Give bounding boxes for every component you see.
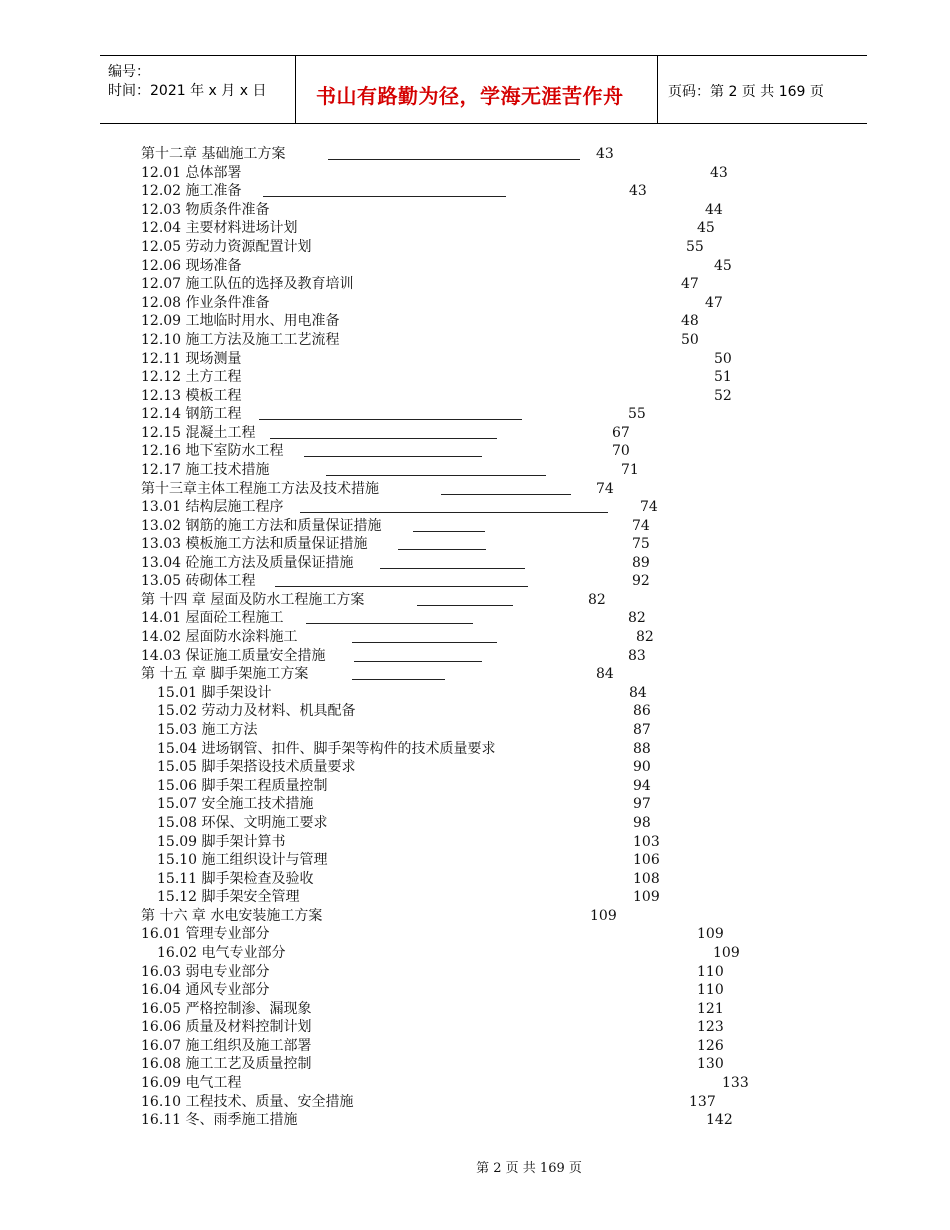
toc-entry-page: 103 [633, 834, 660, 850]
toc-leader-line [300, 512, 608, 513]
toc-entry-page: 137 [689, 1094, 716, 1110]
toc-entry-page: 83 [628, 648, 646, 664]
toc-entry[interactable] [0, 740, 950, 758]
toc-entry[interactable] [0, 758, 950, 776]
toc-entry[interactable] [0, 424, 950, 442]
toc-entry-title: 15.11 脚手架检查及验收 [157, 871, 314, 887]
toc-entry[interactable] [0, 182, 950, 200]
toc-entry[interactable] [0, 312, 950, 330]
toc-entry[interactable] [0, 609, 950, 627]
toc-entry-title: 第十二章 基础施工方案 [141, 146, 286, 162]
toc-entry[interactable] [0, 331, 950, 349]
toc-entry[interactable] [0, 888, 950, 906]
toc-entry-title: 15.04 进场钢管、扣件、脚手架等构件的技术质量要求 [157, 741, 496, 757]
toc-entry-page: 92 [632, 573, 650, 589]
toc-entry-title: 12.01 总体部署 [141, 165, 242, 181]
toc-entry[interactable] [0, 870, 950, 888]
toc-entry-page: 48 [681, 313, 699, 329]
toc-entry[interactable] [0, 1037, 950, 1055]
toc-entry[interactable] [0, 442, 950, 460]
toc-leader-line [380, 568, 525, 569]
toc-entry-page: 88 [633, 741, 651, 757]
toc-leader-line [306, 623, 473, 624]
toc-entry-page: 106 [633, 852, 660, 868]
toc-entry-title: 12.16 地下室防水工程 [141, 443, 284, 459]
toc-leader-line [352, 679, 445, 680]
toc-leader-line [263, 196, 506, 197]
toc-entry[interactable] [0, 1000, 950, 1018]
toc-leader-line [259, 419, 522, 420]
toc-leader-line [328, 159, 580, 160]
toc-entry-page: 94 [633, 778, 651, 794]
toc-entry[interactable] [0, 350, 950, 368]
toc-entry-page: 75 [632, 536, 650, 552]
toc-entry-title: 12.14 钢筋工程 [141, 406, 242, 422]
toc-entry-title: 12.11 现场测量 [141, 351, 242, 367]
toc-entry[interactable] [0, 963, 950, 981]
toc-leader-line [275, 586, 528, 587]
toc-entry-title: 16.10 工程技术、质量、安全措施 [141, 1094, 354, 1110]
toc-entry-title: 12.12 土方工程 [141, 369, 242, 385]
toc-entry-page: 130 [697, 1056, 724, 1072]
toc-entry-page: 45 [697, 220, 715, 236]
toc-entry-title: 12.02 施工准备 [141, 183, 242, 199]
toc-entry-page: 47 [681, 276, 699, 292]
toc-leader-line [270, 438, 497, 439]
toc-entry-title: 第 十五 章 脚手架施工方案 [141, 666, 309, 682]
toc-entry[interactable] [0, 684, 950, 702]
toc-entry[interactable] [0, 981, 950, 999]
toc-entry-page: 108 [633, 871, 660, 887]
toc-entry-page: 82 [588, 592, 606, 608]
toc-entry-page: 109 [697, 926, 724, 942]
toc-entry[interactable] [0, 498, 950, 516]
toc-entry-title: 15.09 脚手架计算书 [157, 834, 286, 850]
toc-entry-title: 15.02 劳动力及材料、机具配备 [157, 703, 356, 719]
toc-entry-page: 50 [681, 332, 699, 348]
toc-entry[interactable] [0, 405, 950, 423]
toc-entry[interactable] [0, 480, 950, 498]
toc-entry[interactable] [0, 572, 950, 590]
toc-entry-page: 126 [697, 1038, 724, 1054]
toc-entry-page: 89 [632, 555, 650, 571]
page-footer [0, 1157, 950, 1176]
toc-entry-title: 13.05 砖砌体工程 [141, 573, 256, 589]
toc-entry-title: 13.03 模板施工方法和质量保证措施 [141, 536, 368, 552]
toc-entry-title: 15.06 脚手架工程质量控制 [157, 778, 328, 794]
header-motto: 书山有路勤为径，学海无涯苦作舟 [316, 84, 624, 108]
toc-leader-line [398, 549, 486, 550]
toc-entry-title: 16.02 电气专业部分 [157, 945, 286, 961]
toc-entry-title: 12.13 模板工程 [141, 388, 242, 404]
toc-entry-title: 12.06 现场准备 [141, 258, 242, 274]
toc-entry-title: 15.10 施工组织设计与管理 [157, 852, 328, 868]
toc-entry-title: 15.12 脚手架安全管理 [157, 889, 300, 905]
toc-entry[interactable] [0, 201, 950, 219]
toc-entry-title: 15.07 安全施工技术措施 [157, 796, 314, 812]
header-page-info: 页码：第 2 页 共 169 页 [668, 84, 824, 100]
toc-entry-page: 97 [633, 796, 651, 812]
toc-entry-page: 74 [632, 518, 650, 534]
toc-leader-line [304, 456, 482, 457]
toc-leader-line [413, 531, 485, 532]
toc-leader-line [417, 605, 513, 606]
toc-leader-line [352, 642, 497, 643]
toc-entry-page: 98 [633, 815, 651, 831]
toc-entry-title: 12.17 施工技术措施 [141, 462, 270, 478]
toc-entry-title: 12.07 施工队伍的选择及教育培训 [141, 276, 354, 292]
toc-entry-title: 12.08 作业条件准备 [141, 295, 270, 311]
toc-entry[interactable] [0, 1018, 950, 1036]
toc-entry-title: 16.01 管理专业部分 [141, 926, 270, 942]
toc-entry-page: 82 [636, 629, 654, 645]
toc-entry-page: 109 [633, 889, 660, 905]
toc-entry-page: 43 [629, 183, 647, 199]
toc-entry-title: 12.15 混凝土工程 [141, 425, 256, 441]
toc-entry-title: 14.03 保证施工质量安全措施 [141, 648, 326, 664]
toc-entry[interactable] [0, 702, 950, 720]
toc-entry-page: 110 [697, 982, 724, 998]
toc-entry[interactable] [0, 387, 950, 405]
footer-page-number: 第 2 页 共 169 页 [476, 1161, 582, 1176]
toc-leader-line [441, 494, 571, 495]
toc-entry-title: 16.06 质量及材料控制计划 [141, 1019, 312, 1035]
toc-entry[interactable] [0, 1055, 950, 1073]
toc-entry[interactable] [0, 1111, 950, 1129]
toc-entry-title: 13.01 结构层施工程序 [141, 499, 284, 515]
toc-entry-page: 51 [714, 369, 732, 385]
toc-entry[interactable] [0, 851, 950, 869]
toc-entry[interactable] [0, 1093, 950, 1111]
toc-entry-title: 12.03 物质条件准备 [141, 202, 270, 218]
toc-entry[interactable] [0, 257, 950, 275]
toc-entry-page: 109 [590, 908, 617, 924]
toc-entry-title: 16.11 冬、雨季施工措施 [141, 1112, 298, 1128]
toc-entry[interactable] [0, 219, 950, 237]
toc-entry-page: 71 [621, 462, 639, 478]
toc-entry[interactable] [0, 461, 950, 479]
toc-entry-page: 121 [697, 1001, 724, 1017]
toc-entry-page: 82 [628, 610, 646, 626]
toc-entry[interactable] [0, 721, 950, 739]
toc-entry[interactable] [0, 795, 950, 813]
toc-entry-page: 67 [612, 425, 630, 441]
toc-entry-page: 47 [705, 295, 723, 311]
toc-entry-title: 16.04 通风专业部分 [141, 982, 270, 998]
toc-entry-page: 142 [706, 1112, 733, 1128]
toc-entry-page: 52 [714, 388, 732, 404]
toc-entry[interactable] [0, 164, 950, 182]
toc-entry-title: 14.01 屋面砼工程施工 [141, 610, 284, 626]
toc-entry[interactable] [0, 814, 950, 832]
toc-entry-page: 87 [633, 722, 651, 738]
toc-leader-line [354, 661, 482, 662]
toc-entry[interactable] [0, 665, 950, 683]
toc-entry-title: 12.05 劳动力资源配置计划 [141, 239, 312, 255]
toc-entry[interactable] [0, 554, 950, 572]
toc-entry-title: 16.05 严格控制渗、漏现象 [141, 1001, 312, 1017]
toc-entry-page: 123 [697, 1019, 724, 1035]
toc-entry[interactable] [0, 1074, 950, 1092]
toc-entry[interactable] [0, 628, 950, 646]
toc-entry-page: 45 [714, 258, 732, 274]
toc-entry[interactable] [0, 368, 950, 386]
toc-entry[interactable] [0, 833, 950, 851]
toc-entry-page: 44 [705, 202, 723, 218]
toc-entry-title: 13.04 砼施工方法及质量保证措施 [141, 555, 354, 571]
toc-entry[interactable] [0, 944, 950, 962]
toc-entry-title: 16.09 电气工程 [141, 1075, 242, 1091]
toc-entry-page: 84 [596, 666, 614, 682]
toc-entry[interactable] [0, 535, 950, 553]
toc-entry-page: 133 [722, 1075, 749, 1091]
toc-entry[interactable] [0, 591, 950, 609]
toc-entry-title: 13.02 钢筋的施工方法和质量保证措施 [141, 518, 382, 534]
toc-entry[interactable] [0, 275, 950, 293]
toc-entry-page: 86 [633, 703, 651, 719]
toc-entry[interactable] [0, 777, 950, 795]
document-code-label: 编号： [108, 64, 150, 80]
toc-entry-page: 43 [596, 146, 614, 162]
toc-entry-page: 110 [697, 964, 724, 980]
toc-leader-line [326, 475, 546, 476]
toc-entry-page: 74 [596, 481, 614, 497]
toc-entry[interactable] [0, 517, 950, 535]
toc-entry-title: 16.08 施工工艺及质量控制 [141, 1056, 312, 1072]
toc-entry-page: 74 [640, 499, 658, 515]
toc-entry-page: 50 [714, 351, 732, 367]
toc-entry-page: 90 [633, 759, 651, 775]
toc-entry-page: 55 [686, 239, 704, 255]
toc-entry-page: 109 [713, 945, 740, 961]
document-date-label: 时间：2021 年 x 月 x 日 [108, 83, 267, 99]
toc-entry-title: 15.01 脚手架设计 [157, 685, 272, 701]
toc-entry-title: 第 十四 章 屋面及防水工程施工方案 [141, 592, 365, 608]
toc-entry-title: 15.08 环保、文明施工要求 [157, 815, 328, 831]
toc-entry-title: 第 十六 章 水电安装施工方案 [141, 908, 323, 924]
toc-entry-page: 43 [710, 165, 728, 181]
toc-entry[interactable] [0, 238, 950, 256]
toc-entry-title: 15.03 施工方法 [157, 722, 258, 738]
toc-entry-title: 15.05 脚手架搭设技术质量要求 [157, 759, 356, 775]
toc-entry-title: 14.02 屋面防水涂料施工 [141, 629, 298, 645]
toc-entry[interactable] [0, 925, 950, 943]
toc-entry[interactable] [0, 647, 950, 665]
toc-entry-title: 16.07 施工组织及施工部署 [141, 1038, 312, 1054]
toc-entry[interactable] [0, 907, 950, 925]
toc-entry-title: 第十三章主体工程施工方法及技术措施 [141, 481, 379, 497]
toc-entry-title: 12.09 工地临时用水、用电准备 [141, 313, 340, 329]
toc-entry-title: 16.03 弱电专业部分 [141, 964, 270, 980]
toc-entry-title: 12.10 施工方法及施工工艺流程 [141, 332, 340, 348]
toc-entry-page: 84 [629, 685, 647, 701]
toc-entry-title: 12.04 主要材料进场计划 [141, 220, 298, 236]
toc-entry[interactable] [0, 145, 950, 163]
toc-entry-page: 70 [612, 443, 630, 459]
toc-entry-page: 55 [628, 406, 646, 422]
toc-entry[interactable] [0, 294, 950, 312]
